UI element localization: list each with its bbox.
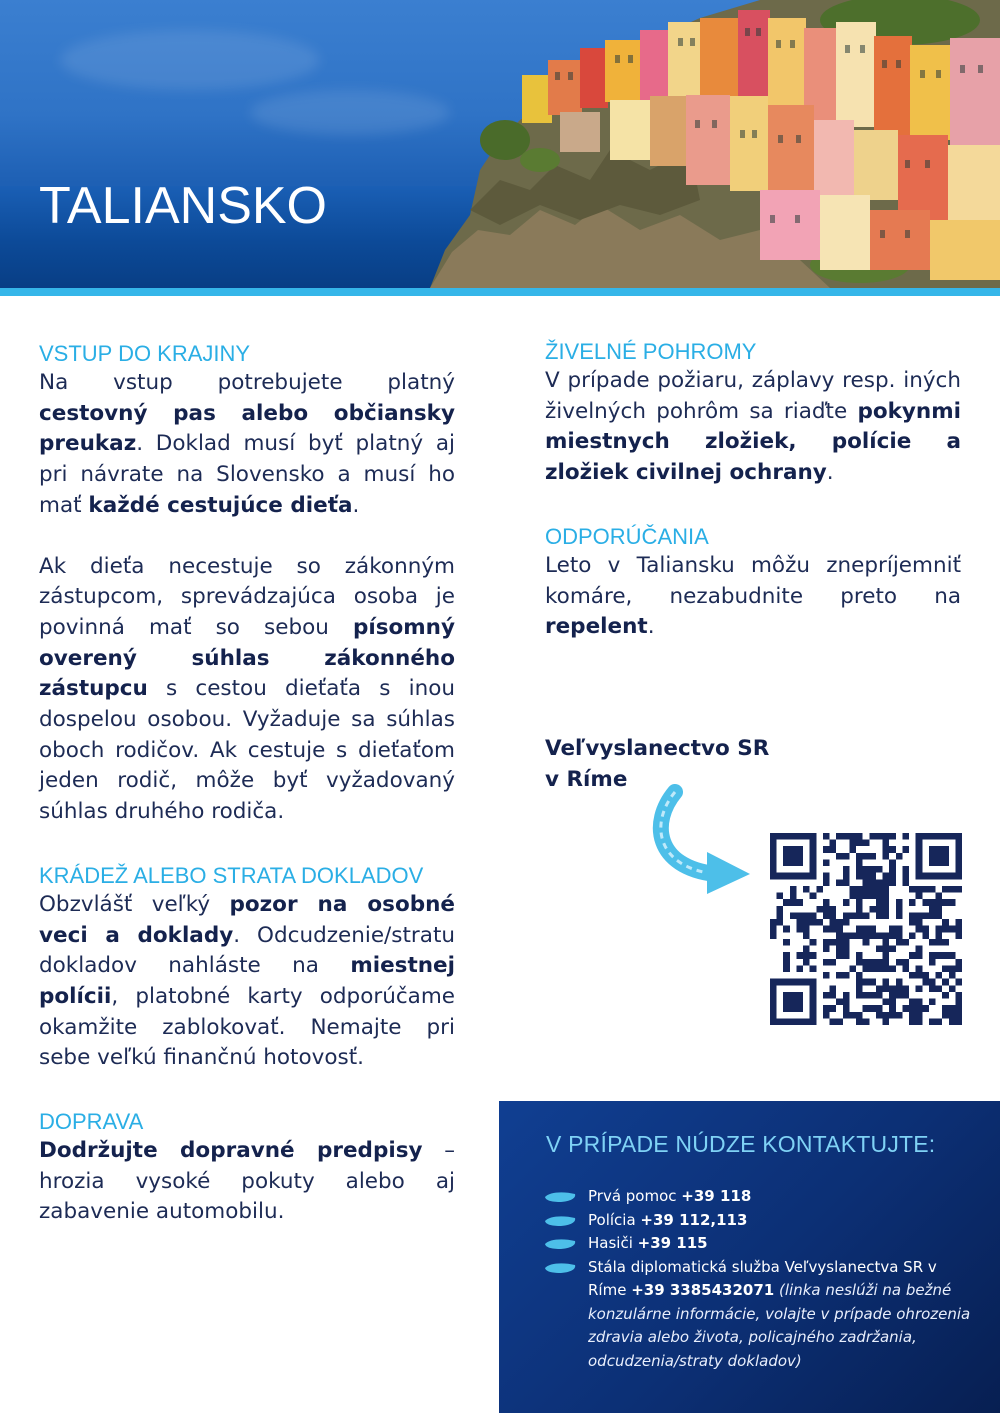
emergency-contact-item bbox=[543, 1185, 973, 1209]
info-section bbox=[545, 338, 961, 489]
contact-note: (linka neslúži na bežné konzulárne informácie, volajte v prípade ohrozenia zdravia alebo života, policajného zadržania, odcudzenia/straty dokladov) bbox=[588, 1281, 971, 1370]
section-heading: DOPRAVA bbox=[39, 1109, 144, 1135]
section-heading: ŽIVELNÉ POHROMY bbox=[545, 339, 757, 364]
emergency-heading: V PRÍPADE NÚDZE KONTAKTUJTE: bbox=[546, 1131, 936, 1157]
emergency-contact-item bbox=[543, 1256, 973, 1374]
contact-number[interactable]: +39 112,113 bbox=[640, 1210, 748, 1229]
embassy-line-1: Veľvyslanectvo SR bbox=[545, 736, 770, 761]
section-paragraph bbox=[545, 366, 961, 489]
contact-label: Stála diplomatická služba Veľvyslanectva SR v Ríme bbox=[588, 1257, 937, 1299]
emphasis-text: pokynmi miestnych zložiek, polície a zložiek civilnej ochrany bbox=[545, 398, 961, 486]
body-text: . bbox=[826, 460, 834, 486]
emphasis-text: každé cestujúce dieťa bbox=[88, 492, 353, 518]
section-paragraph bbox=[39, 552, 455, 828]
page-title: TALIANSKO bbox=[39, 177, 328, 235]
brush-stroke-bullet-icon bbox=[543, 1215, 577, 1227]
emergency-contact-item bbox=[543, 1232, 973, 1256]
section-paragraph bbox=[39, 1136, 455, 1228]
qr-code[interactable] bbox=[770, 833, 962, 1025]
contact-number[interactable]: +39 118 bbox=[681, 1187, 752, 1205]
emphasis-text: Dodržujte dopravné predpisy bbox=[39, 1138, 423, 1164]
section-heading: ODPORÚČANIA bbox=[545, 523, 709, 549]
emphasis-text: cestovný pas alebo občiansky preukaz bbox=[39, 400, 455, 457]
brush-stroke-bullet-icon bbox=[543, 1191, 577, 1203]
body-text: . Doklad musí byť platný aj pri návrate na Slovensko a musí ho mať bbox=[39, 431, 455, 518]
info-section bbox=[545, 523, 961, 643]
section-heading: KRÁDEŽ ALEBO STRATA DOKLADOV bbox=[39, 862, 424, 888]
emphasis-text: repelent bbox=[545, 614, 648, 640]
header-stripe bbox=[0, 288, 1000, 296]
cliff-village-illustration bbox=[0, 0, 1000, 288]
emergency-contacts-panel bbox=[499, 1101, 1000, 1413]
body-text: Na vstup potrebujete platný bbox=[39, 370, 455, 395]
contact-label: Polícia bbox=[588, 1210, 641, 1229]
body-text: Ak dieťa necestuje so zákonným zástupcom, sprevádzajúca osoba je povinná mať so sebou bbox=[39, 553, 455, 640]
body-text: Obzvlášť veľký bbox=[39, 891, 230, 917]
emergency-list bbox=[543, 1185, 973, 1373]
info-section bbox=[39, 340, 455, 828]
contact-label: Hasiči bbox=[588, 1234, 638, 1252]
body-text: , platobné karty odporúčame okamžite zablokovať. Nemajte pri sebe veľkú finančnú hotovosť. bbox=[39, 983, 455, 1071]
right-column bbox=[545, 338, 961, 643]
section-paragraph bbox=[39, 890, 455, 1074]
info-section bbox=[39, 862, 455, 1074]
brush-stroke-bullet-icon bbox=[543, 1238, 577, 1250]
contact-number[interactable]: +39 115 bbox=[637, 1234, 708, 1252]
body-text: s cestou dieťaťa s inou dospelou osobou. Vyžaduje sa súhlas oboch rodičov. Ak cestuje s dieťaťom jeden rodič, môže byť vyžadovaný súhlas druhého rodiča. bbox=[39, 676, 455, 825]
emphasis-text: písomný overený súhlas zákonného zástupcu bbox=[39, 614, 455, 702]
emergency-contact-item bbox=[543, 1209, 973, 1233]
info-section bbox=[39, 1108, 455, 1228]
left-column bbox=[39, 340, 455, 1228]
section-paragraph bbox=[545, 551, 961, 643]
hero-banner bbox=[0, 0, 1000, 288]
section-paragraph bbox=[39, 368, 455, 522]
contact-label: Prvá pomoc bbox=[588, 1187, 682, 1205]
embassy-line-2: v Ríme bbox=[545, 767, 628, 792]
brush-stroke-bullet-icon bbox=[543, 1262, 577, 1274]
section-heading: VSTUP DO KRAJINY bbox=[39, 341, 251, 366]
body-text: . Odcudzenie/stratu dokladov nahláste na bbox=[39, 922, 455, 979]
emphasis-text: pozor na osobné veci a doklady bbox=[39, 891, 455, 948]
emphasis-text: miestnej polícii bbox=[39, 953, 455, 1009]
body-text: V prípade požiaru, záplavy resp. iných živelných pohrôm sa riaďte bbox=[545, 368, 961, 424]
contact-number[interactable]: +39 3385432071 bbox=[631, 1281, 775, 1299]
body-text: – hrozia vysoké pokuty alebo aj zabavenie automobilu. bbox=[39, 1138, 455, 1225]
curved-arrow-icon bbox=[645, 782, 760, 902]
body-text: . bbox=[647, 614, 655, 640]
body-text: Leto v Taliansku môžu znepríjemniť komáre, nezabudnite preto na bbox=[545, 552, 961, 609]
body-text: . bbox=[352, 492, 360, 518]
